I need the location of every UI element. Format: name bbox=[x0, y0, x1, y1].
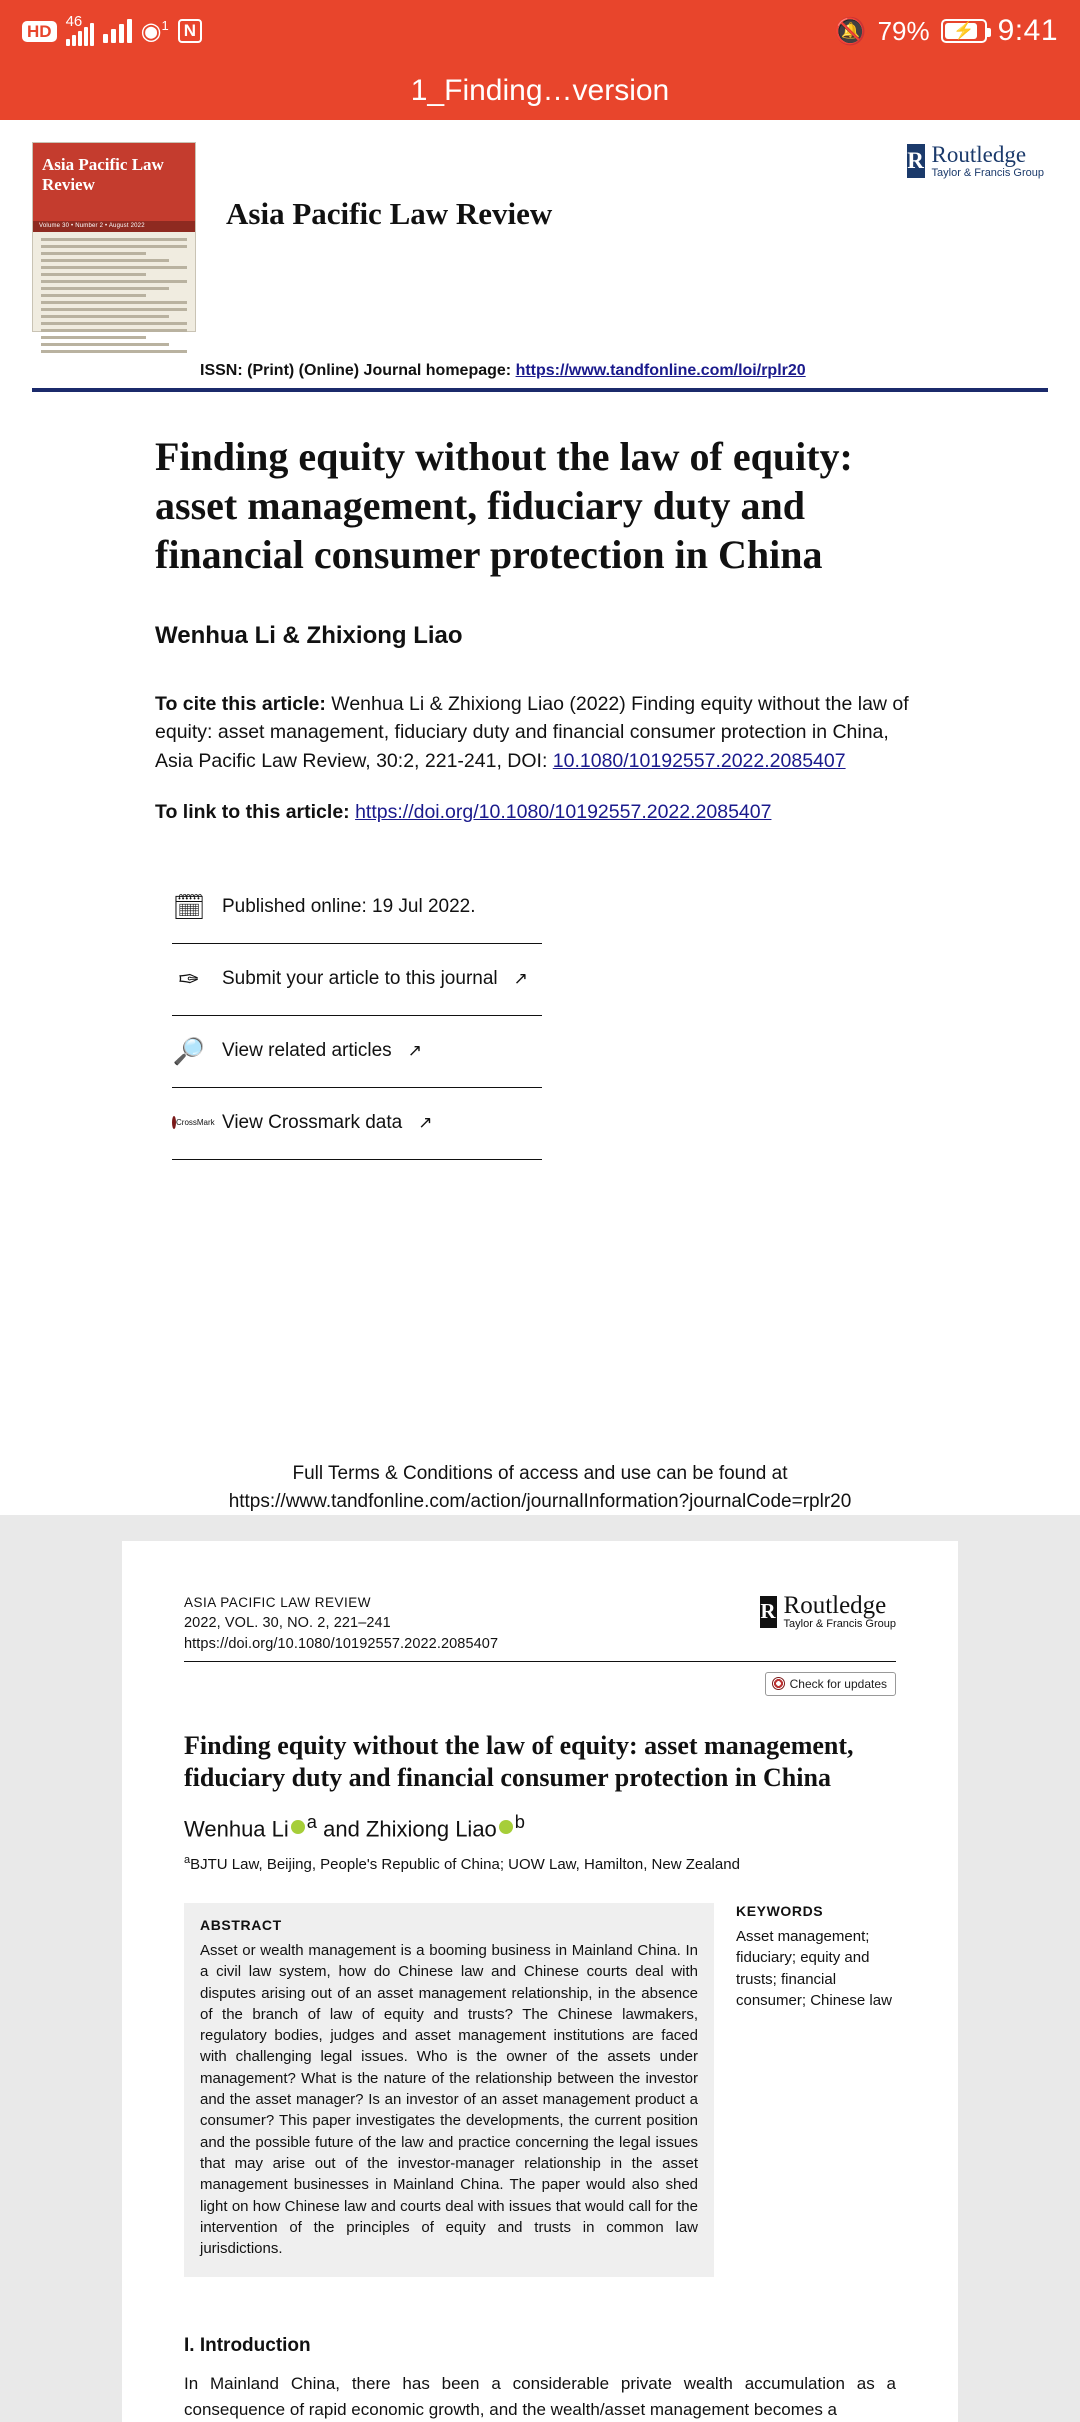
routledge-group: Taylor & Francis Group bbox=[931, 167, 1044, 180]
author-a-name: Wenhua Li bbox=[184, 1815, 289, 1841]
page-2-metadata bbox=[184, 1593, 498, 1655]
journal-running-head: ASIA PACIFIC LAW REVIEW bbox=[184, 1595, 372, 1611]
status-bar bbox=[0, 0, 1080, 62]
journal-homepage-link[interactable]: https://www.tandfonline.com/loi/rplr20 bbox=[515, 362, 806, 379]
issn-text: ISSN: (Print) (Online) Journal homepage: bbox=[200, 362, 516, 379]
external-link-icon: ↗ bbox=[407, 1041, 422, 1061]
submit-article-label: Submit your article to this journal bbox=[222, 968, 498, 990]
citation-doi-link[interactable]: 10.1080/10192557.2022.2085407 bbox=[552, 749, 846, 772]
affiliations-text: BJTU Law, Beijing, People's Republic of China; UOW Law, Hamilton, New Zealand bbox=[190, 1855, 740, 1873]
wifi-badge: 1 bbox=[161, 17, 169, 33]
header-divider bbox=[32, 388, 1048, 392]
app-title-bar bbox=[0, 62, 1080, 120]
mute-icon: 🔕 bbox=[834, 15, 867, 46]
cover-thumb-contents bbox=[33, 232, 195, 363]
page-2-header bbox=[184, 1593, 896, 1655]
terms-and-conditions bbox=[220, 1460, 860, 1515]
keywords-heading: KEYWORDS bbox=[736, 1902, 824, 1919]
battery-percent-label: 79% bbox=[877, 15, 930, 46]
page-2-divider bbox=[184, 1661, 896, 1662]
citation-label: To cite this article: bbox=[155, 692, 326, 715]
battery-icon: ⚡ bbox=[941, 19, 987, 43]
nfc-icon: N bbox=[178, 19, 202, 44]
journal-cover-thumbnail bbox=[32, 142, 196, 332]
abstract-keywords-row bbox=[184, 1903, 896, 2277]
article-actions bbox=[172, 872, 542, 1160]
wifi-icon: ◉$^1$ bbox=[140, 17, 169, 45]
external-link-icon: ↗ bbox=[418, 1113, 433, 1133]
abstract-text: Asset or wealth management is a booming business in Mainland China. In a civil law system, how do Chinese law and Chinese courts deal with disputes arising out of an asset management relationship, in the absence of the branch of law of equity and trusts? The Chinese lawmakers, regulatory bodies, judges and asset management institutions are faced with challenging legal issues. Who is the owner of the assets under management? What is the nature of the relationship between the investor and the asset manager? Is an investor of an asset management product a consumer? This paper investigates the developments, the current position and the possible future of the law and practice concerning the legal issues that may arise out of the investor-manager relationship in the asset management businesses in Mainland China. The paper would also shed light on how Chinese law and courts deal with issues that would call for the intervention of the principles of equity and trusts in common law jurisdictions. bbox=[200, 1941, 698, 2258]
routledge-mark-icon: R bbox=[907, 144, 925, 178]
calendar-icon: 🗓 bbox=[172, 891, 206, 922]
routledge-mark-icon: R bbox=[760, 1596, 777, 1628]
page-2-authors bbox=[184, 1811, 896, 1842]
signal-bars-secondary-icon bbox=[103, 19, 132, 43]
link-label: To link to this article: bbox=[155, 800, 356, 823]
check-for-updates-label: Check for updates bbox=[789, 1676, 887, 1691]
submit-article-icon: ✑ bbox=[178, 963, 200, 994]
page-gap bbox=[0, 1515, 1080, 1541]
cover-header bbox=[0, 120, 1080, 332]
terms-line-2: https://www.tandfonline.com/action/journalInformation?journalCode=rplr20 bbox=[228, 1490, 852, 1512]
routledge-name: Routledge bbox=[783, 1592, 887, 1620]
affil-marker-a: a bbox=[184, 1853, 191, 1866]
page-2-article-title: Finding equity without the law of equity: asset management, fiduciary duty and financial consumer protection in China bbox=[184, 1730, 854, 1793]
citation-text: Wenhua Li & Zhixiong Liao (2022) Finding equity without the law of equity: asset management, fiduciary duty and financial consumer protection in China, Asia Pacific Law Review, 30:2, 221-241, DOI: bbox=[155, 692, 909, 772]
cover-thumb-title: Asia Pacific Law Review bbox=[33, 143, 195, 221]
author-b-name: Zhixiong Liao bbox=[365, 1815, 497, 1841]
network-type-label: 46 bbox=[65, 13, 83, 30]
journal-name: Asia Pacific Law Review bbox=[226, 196, 553, 231]
abstract-heading: ABSTRACT bbox=[200, 1916, 282, 1933]
status-bar-right bbox=[834, 14, 1058, 48]
check-for-updates-badge[interactable] bbox=[765, 1672, 896, 1696]
abstract-box bbox=[184, 1903, 714, 2277]
citation-block bbox=[155, 690, 920, 775]
crossmark-label: View Crossmark data bbox=[222, 1112, 403, 1134]
published-online-label: Published online: 19 Jul 2022. bbox=[222, 896, 476, 918]
status-bar-left bbox=[22, 13, 202, 46]
related-articles-row[interactable] bbox=[172, 1016, 542, 1088]
cover-page bbox=[0, 120, 1080, 1515]
document-viewer[interactable] bbox=[0, 120, 1080, 2419]
routledge-logo bbox=[760, 1593, 896, 1630]
terms-line-1: Full Terms & Conditions of access and use can be found at bbox=[292, 1462, 788, 1484]
author-b-affil-marker: b bbox=[514, 1810, 525, 1832]
document-title: 1_Finding…version bbox=[410, 74, 670, 107]
volume-issue-pages: 2022, VOL. 30, NO. 2, 221–241 bbox=[184, 1614, 391, 1631]
keywords-box bbox=[736, 1903, 896, 2277]
related-articles-label: View related articles bbox=[222, 1040, 392, 1062]
section-paragraph-introduction: In Mainland China, there has been a considerable private wealth accumulation as a consequence of rapid economic growth, and the wealth/asset management becomes a bbox=[184, 2374, 896, 2419]
page-2-wrapper bbox=[0, 1541, 1080, 2422]
published-online-row bbox=[172, 872, 542, 944]
routledge-group: Taylor & Francis Group bbox=[783, 1618, 896, 1631]
external-link-icon: ↗ bbox=[513, 969, 528, 989]
clock-label: 9:41 bbox=[997, 14, 1058, 47]
section-heading-introduction: I. Introduction bbox=[184, 2335, 311, 2357]
cover-thumb-subtitle: Volume 30 • Number 2 • August 2022 bbox=[33, 221, 195, 232]
article-title: Finding equity without the law of equity: asset management, fiduciary duty and financial consumer protection in China bbox=[155, 434, 853, 578]
crossmark-icon: CrossMark bbox=[172, 1119, 206, 1127]
routledge-logo bbox=[907, 142, 1044, 179]
related-articles-icon: 🔎 bbox=[172, 1035, 206, 1066]
orcid-icon[interactable] bbox=[499, 1820, 513, 1834]
submit-article-row[interactable] bbox=[172, 944, 542, 1016]
doi-text: https://doi.org/10.1080/10192557.2022.2085407 bbox=[184, 1635, 499, 1652]
hd-icon: HD bbox=[22, 21, 57, 42]
author-a-affil-marker: a bbox=[306, 1810, 317, 1832]
author-join: and bbox=[316, 1815, 366, 1841]
author-affiliations bbox=[184, 1854, 896, 1873]
article-authors: Wenhua Li & Zhixiong Liao bbox=[155, 621, 463, 649]
keywords-text: Asset management; fiduciary; equity and trusts; financial consumer; Chinese law bbox=[736, 1927, 892, 2009]
link-block bbox=[155, 801, 920, 824]
crossmark-row[interactable] bbox=[172, 1088, 542, 1160]
routledge-name: Routledge bbox=[931, 142, 1027, 167]
crossmark-icon bbox=[772, 1677, 785, 1690]
issn-line bbox=[200, 362, 1044, 380]
article-page bbox=[122, 1541, 958, 2422]
article-doi-link[interactable]: https://doi.org/10.1080/10192557.2022.2085407 bbox=[355, 800, 772, 823]
signal-bars-icon bbox=[65, 13, 94, 46]
orcid-icon[interactable] bbox=[291, 1820, 305, 1834]
